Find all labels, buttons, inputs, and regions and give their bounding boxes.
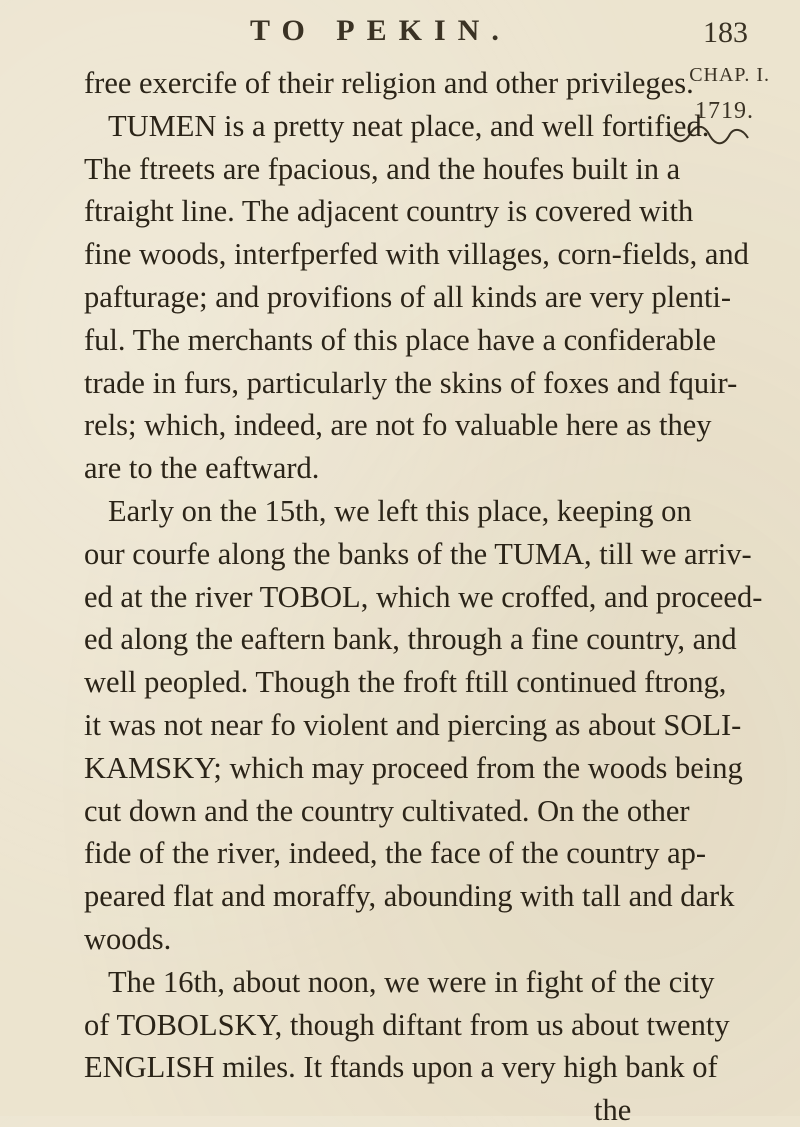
text-line: of TOBOLSKY, though diftant from us about twenty [84, 1007, 730, 1042]
text-line: fine woods, interfperfed with villages, corn-fields, and [84, 237, 749, 272]
text-line: cut down and the country cultivated. On the other [84, 793, 690, 828]
text-line: our courfe along the banks of the TUMA, till we arriv- [84, 536, 752, 571]
text-line: well peopled. Though the froft ftill continued ftrong, [84, 665, 727, 700]
text-line: The ftreets are fpacious, and the houfes built in a [84, 151, 681, 186]
text-line: fide of the river, indeed, the face of the country ap- [84, 836, 707, 871]
text-line: are to the eaftward. [84, 451, 320, 486]
text-line: TUMEN is a pretty neat place, and well fortified. [108, 108, 710, 143]
text-line: Early on the 15th, we left this place, keeping on [108, 494, 692, 528]
text-line: pafturage; and provifions of all kinds are very plenti- [84, 280, 732, 314]
page-number: 183 [703, 16, 748, 49]
text-line: ed at the river TOBOL, which we croffed, and proceed- [84, 579, 763, 614]
text-line: trade in furs, particularly the skins of foxes and fquir- [84, 365, 738, 400]
text-line: ENGLISH miles. It ftands upon a very high bank of [84, 1050, 718, 1085]
text-line: rels; which, indeed, are not fo valuable here as they [84, 408, 712, 443]
text-line: free exercife of their religion and other privileges. [84, 66, 694, 100]
text-line: it was not near fo violent and piercing as about SOLI- [84, 708, 742, 742]
text-line: ed along the eaftern bank, through a fine country, and [84, 622, 737, 657]
text-line: woods. [84, 922, 172, 956]
text-line: peared flat and moraffy, abounding with tall and dark [84, 879, 735, 914]
text-line: The 16th, about noon, we were in fight of the city [108, 964, 715, 999]
text-line: ftraight line. The adjacent country is covered with [84, 194, 694, 229]
margin-chapter-note: CHAP. I. [689, 64, 770, 86]
text-line: ful. The merchants of this place have a confiderable [84, 322, 717, 357]
text-line: KAMSKY; which may proceed from the woods being [84, 750, 743, 785]
text-line: the [594, 1093, 632, 1127]
margin-year-note: 1719. [695, 98, 754, 124]
running-head: TO PEKIN. [250, 14, 511, 47]
